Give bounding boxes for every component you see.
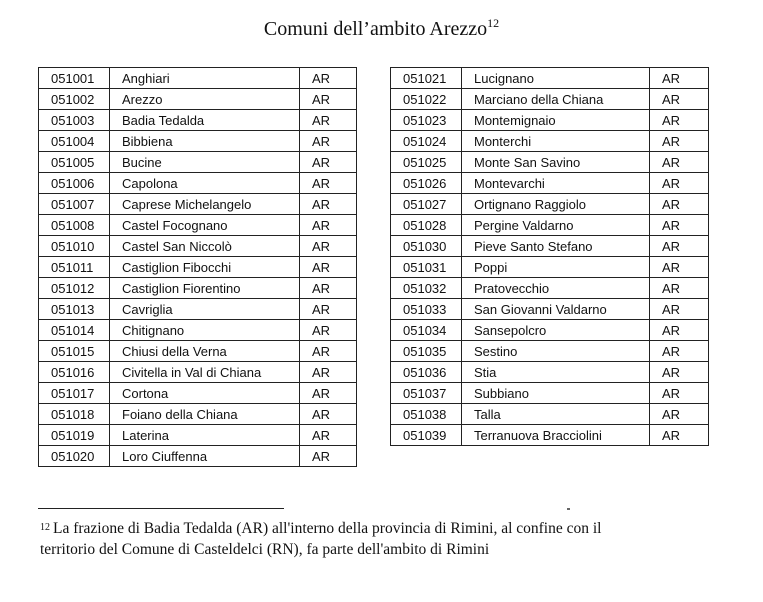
comune-name-cell: Chiusi della Verna: [110, 341, 300, 362]
table-row: [391, 320, 709, 341]
province-cell: AR: [300, 131, 357, 152]
province-cell: AR: [300, 236, 357, 257]
table-row: [39, 278, 357, 299]
table-row: [391, 173, 709, 194]
comune-name-cell: Sestino: [462, 341, 650, 362]
comune-name-cell: Sansepolcro: [462, 320, 650, 341]
province-cell: AR: [650, 110, 709, 131]
table-row: [391, 131, 709, 152]
table-row: [39, 131, 357, 152]
comune-name-cell: Montemignaio: [462, 110, 650, 131]
footnote-marker: 12: [40, 522, 50, 533]
comune-name-cell: Cortona: [110, 383, 300, 404]
comune-code-cell: 051013: [39, 299, 110, 320]
comune-name-cell: Capolona: [110, 173, 300, 194]
table-row: [391, 341, 709, 362]
table-row: [391, 110, 709, 131]
province-cell: AR: [300, 341, 357, 362]
comune-code-cell: 051018: [39, 404, 110, 425]
comune-name-cell: Bibbiena: [110, 131, 300, 152]
table-row: [391, 89, 709, 110]
province-cell: AR: [650, 425, 709, 446]
province-cell: AR: [300, 89, 357, 110]
table-row: [39, 236, 357, 257]
table-row: [391, 68, 709, 89]
province-cell: AR: [650, 131, 709, 152]
comune-name-cell: Pergine Valdarno: [462, 215, 650, 236]
comune-code-cell: 051025: [391, 152, 462, 173]
comune-code-cell: 051035: [391, 341, 462, 362]
province-cell: AR: [300, 152, 357, 173]
comune-code-cell: 051007: [39, 194, 110, 215]
comune-code-cell: 051039: [391, 425, 462, 446]
province-cell: AR: [300, 110, 357, 131]
table-row: [39, 404, 357, 425]
title-text: Comuni dell’ambito Arezzo: [263, 18, 488, 40]
province-cell: AR: [300, 278, 357, 299]
table-row: [39, 194, 357, 215]
comune-name-cell: Castiglion Fiorentino: [110, 278, 300, 299]
comune-code-cell: 051012: [39, 278, 110, 299]
province-cell: AR: [300, 446, 357, 467]
table-row: [391, 257, 709, 278]
province-cell: AR: [300, 215, 357, 236]
table-row: [391, 383, 709, 404]
table-row: [39, 341, 357, 362]
table-row: [39, 320, 357, 341]
comune-code-cell: 051036: [391, 362, 462, 383]
comune-code-cell: 051003: [39, 110, 110, 131]
comune-name-cell: Arezzo: [110, 89, 300, 110]
scan-speck: [567, 508, 570, 510]
province-cell: AR: [650, 362, 709, 383]
comune-name-cell: Ortignano Raggiolo: [462, 194, 650, 215]
province-cell: AR: [650, 257, 709, 278]
comune-code-cell: 051037: [391, 383, 462, 404]
footnote-line-2: territorio del Comune di Casteldelci (RN), fa parte dell'ambito di Rimini: [40, 541, 490, 558]
province-cell: AR: [650, 341, 709, 362]
comune-code-cell: 051020: [39, 446, 110, 467]
table-row: [391, 425, 709, 446]
comune-name-cell: Loro Ciuffenna: [110, 446, 300, 467]
comune-code-cell: 051024: [391, 131, 462, 152]
table-row: [39, 89, 357, 110]
comune-name-cell: Caprese Michelangelo: [110, 194, 300, 215]
comune-name-cell: Cavriglia: [110, 299, 300, 320]
table-row: [391, 404, 709, 425]
comune-name-cell: Laterina: [110, 425, 300, 446]
table-row: [39, 446, 357, 467]
comune-code-cell: 051014: [39, 320, 110, 341]
comune-code-cell: 051034: [391, 320, 462, 341]
comune-name-cell: Civitella in Val di Chiana: [110, 362, 300, 383]
table-body-right: [391, 68, 709, 446]
province-cell: AR: [300, 257, 357, 278]
comune-code-cell: 051015: [39, 341, 110, 362]
comune-name-cell: Castel Focognano: [110, 215, 300, 236]
province-cell: AR: [300, 362, 357, 383]
comune-name-cell: San Giovanni Valdarno: [462, 299, 650, 320]
comuni-table-left: [38, 67, 357, 467]
province-cell: AR: [650, 383, 709, 404]
table-row: [391, 215, 709, 236]
table-body-left: [39, 68, 357, 467]
table-row: [391, 194, 709, 215]
comune-name-cell: Stia: [462, 362, 650, 383]
comune-code-cell: 051017: [39, 383, 110, 404]
comune-code-cell: 051033: [391, 299, 462, 320]
province-cell: AR: [650, 215, 709, 236]
comune-code-cell: 051038: [391, 404, 462, 425]
comune-code-cell: 051010: [39, 236, 110, 257]
comune-name-cell: Chitignano: [110, 320, 300, 341]
province-cell: AR: [300, 425, 357, 446]
comune-code-cell: 051005: [39, 152, 110, 173]
table-row: [39, 257, 357, 278]
table-row: [391, 299, 709, 320]
title-footnote-marker: 12: [487, 16, 500, 30]
comune-code-cell: 051030: [391, 236, 462, 257]
table-row: [391, 278, 709, 299]
comune-code-cell: 051016: [39, 362, 110, 383]
comune-code-cell: 051022: [391, 89, 462, 110]
comune-name-cell: Pieve Santo Stefano: [462, 236, 650, 257]
province-cell: AR: [300, 173, 357, 194]
comune-name-cell: Castiglion Fibocchi: [110, 257, 300, 278]
comune-code-cell: 051002: [39, 89, 110, 110]
comune-name-cell: Pratovecchio: [462, 278, 650, 299]
table-row: [39, 299, 357, 320]
province-cell: AR: [650, 173, 709, 194]
comune-name-cell: Anghiari: [110, 68, 300, 89]
province-cell: AR: [650, 68, 709, 89]
comune-name-cell: Monte San Savino: [462, 152, 650, 173]
comune-name-cell: Montevarchi: [462, 173, 650, 194]
province-cell: AR: [300, 299, 357, 320]
province-cell: AR: [650, 404, 709, 425]
comune-code-cell: 051011: [39, 257, 110, 278]
table-row: [391, 236, 709, 257]
province-cell: AR: [300, 404, 357, 425]
comune-code-cell: 051026: [391, 173, 462, 194]
comune-name-cell: Talla: [462, 404, 650, 425]
table-row: [39, 173, 357, 194]
comune-code-cell: 051031: [391, 257, 462, 278]
province-cell: AR: [300, 320, 357, 341]
province-cell: AR: [650, 278, 709, 299]
comune-name-cell: Subbiano: [462, 383, 650, 404]
comune-name-cell: Terranuova Bracciolini: [462, 425, 650, 446]
province-cell: AR: [650, 236, 709, 257]
comune-code-cell: 051019: [39, 425, 110, 446]
comune-name-cell: Bucine: [110, 152, 300, 173]
footnote: [40, 518, 730, 560]
comune-name-cell: Badia Tedalda: [110, 110, 300, 131]
province-cell: AR: [650, 194, 709, 215]
table-row: [391, 362, 709, 383]
table-row: [39, 152, 357, 173]
footnote-line-1: La frazione di Badia Tedalda (AR) all'interno della provincia di Rimini, al confine con il: [53, 520, 602, 537]
province-cell: AR: [300, 68, 357, 89]
province-cell: AR: [300, 194, 357, 215]
province-cell: AR: [650, 299, 709, 320]
comuni-table-right: [390, 67, 709, 446]
comune-code-cell: 051004: [39, 131, 110, 152]
table-row: [39, 68, 357, 89]
province-cell: AR: [650, 89, 709, 110]
comune-code-cell: 051027: [391, 194, 462, 215]
comune-code-cell: 051021: [391, 68, 462, 89]
table-row: [39, 383, 357, 404]
table-row: [39, 425, 357, 446]
table-row: [39, 215, 357, 236]
comune-code-cell: 051006: [39, 173, 110, 194]
comune-code-cell: 051001: [39, 68, 110, 89]
comune-name-cell: Marciano della Chiana: [462, 89, 650, 110]
footnote-separator: [38, 508, 284, 509]
comune-code-cell: 051008: [39, 215, 110, 236]
province-cell: AR: [300, 383, 357, 404]
comune-name-cell: Lucignano: [462, 68, 650, 89]
comune-code-cell: 051023: [391, 110, 462, 131]
province-cell: AR: [650, 152, 709, 173]
comune-code-cell: 051032: [391, 278, 462, 299]
table-row: [39, 362, 357, 383]
comune-name-cell: Monterchi: [462, 131, 650, 152]
comune-name-cell: Poppi: [462, 257, 650, 278]
comune-name-cell: Foiano della Chiana: [110, 404, 300, 425]
table-row: [39, 110, 357, 131]
comune-name-cell: Castel San Niccolò: [110, 236, 300, 257]
comune-code-cell: 051028: [391, 215, 462, 236]
table-row: [391, 152, 709, 173]
province-cell: AR: [650, 320, 709, 341]
page-title: [0, 18, 763, 41]
